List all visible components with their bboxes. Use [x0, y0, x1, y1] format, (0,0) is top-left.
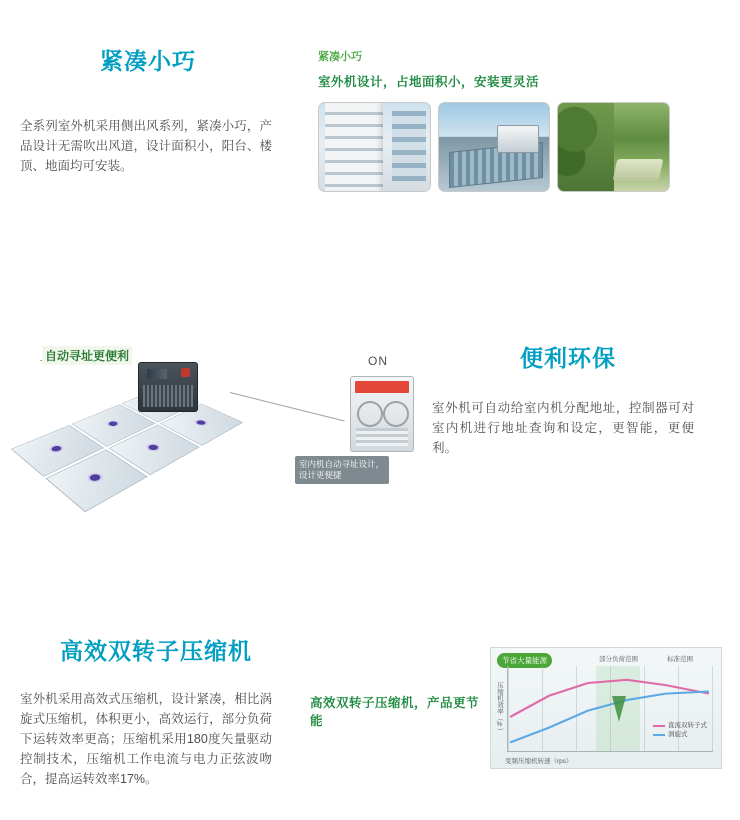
- legend-item: [653, 721, 707, 730]
- legend-item: [653, 730, 707, 739]
- photo-row: [318, 102, 670, 190]
- building-facade-photo: [318, 102, 431, 192]
- efficiency-chart: [490, 647, 722, 769]
- floor-plan-grid: [11, 386, 244, 512]
- legend-swatch-icon: [653, 725, 665, 727]
- chart-x-axis-label: 变频压缩机转速（rps）: [505, 758, 573, 765]
- addressing-illustration-panel: [20, 338, 420, 498]
- page-title-compact: 紧凑小巧: [100, 48, 196, 74]
- led-indicator-icon: [181, 368, 190, 377]
- legend-swatch-icon: [653, 734, 665, 736]
- compact-illustration-panel: [310, 36, 672, 214]
- compressor-illustration-panel: [310, 635, 720, 785]
- fan-icon: [357, 401, 383, 427]
- section-compact: [0, 28, 740, 218]
- power-state-label: ON: [368, 354, 388, 368]
- section-auto-addressing: [0, 330, 740, 510]
- chart-plot-area: [507, 666, 713, 752]
- body-text-compact: 全系列室外机采用侧出风系列，紧凑小巧，产品设计无需吹出风道，设计面积小，阳台、楼顶、地面均可安装。: [20, 119, 272, 173]
- body-text-compressor: 室外机采用高效式压缩机，设计紧凑，相比涡旋式压缩机，体积更小，高效运行，部分负荷下运转效率更高；压缩机采用180度矢量驱动控制技术，压缩机工作电流与电力正弦波吻合，提高运转效率17%。: [20, 692, 272, 786]
- chart-annotation-standard-range: 标准范围: [667, 656, 693, 663]
- section-compressor: [0, 625, 740, 815]
- chart-legend: [653, 721, 707, 739]
- garden-lawn-photo: [557, 102, 670, 192]
- outdoor-unit-illustration: [350, 376, 414, 452]
- chart-annotation-partial-load: 部分负荷范围: [599, 656, 638, 663]
- page-title-convenient: 便利环保: [520, 345, 616, 371]
- panel-caption-compressor: 高效双转子压缩机，产品更节能: [310, 696, 480, 728]
- circuit-detail: [143, 385, 193, 407]
- panel-tag-small: 紧凑小巧: [318, 51, 362, 63]
- controller-module: [138, 362, 198, 412]
- panel-label-auto-address: 自动寻址更便利: [42, 346, 132, 365]
- louver-detail: [356, 428, 408, 446]
- fan-icon: [383, 401, 409, 427]
- body-text-convenient: 室外机可自动给室内机分配地址，控制器可对室内机进行地址查询和设定，更智能，更便利。: [432, 401, 694, 455]
- panel-tag-line: 室外机设计，占地面积小，安装更灵活: [318, 75, 540, 89]
- rooftop-unit-photo: [438, 102, 551, 192]
- chip-icon: [147, 369, 167, 379]
- panel-caption-addressing: 室内机自动寻址设计，设计更便捷: [295, 456, 389, 484]
- page-title-compressor: 高效双转子压缩机: [60, 638, 252, 664]
- legend-label: 直流双转子式: [668, 722, 707, 729]
- legend-label: 涡旋式: [668, 731, 688, 738]
- brand-stripe: [355, 381, 409, 393]
- chart-title-badge: 节省大量能源: [497, 653, 552, 668]
- leader-line-to-outdoor-unit: [230, 392, 345, 422]
- down-arrow-icon: [612, 696, 626, 722]
- chart-y-axis-label: 压缩机效率（%）: [496, 682, 503, 735]
